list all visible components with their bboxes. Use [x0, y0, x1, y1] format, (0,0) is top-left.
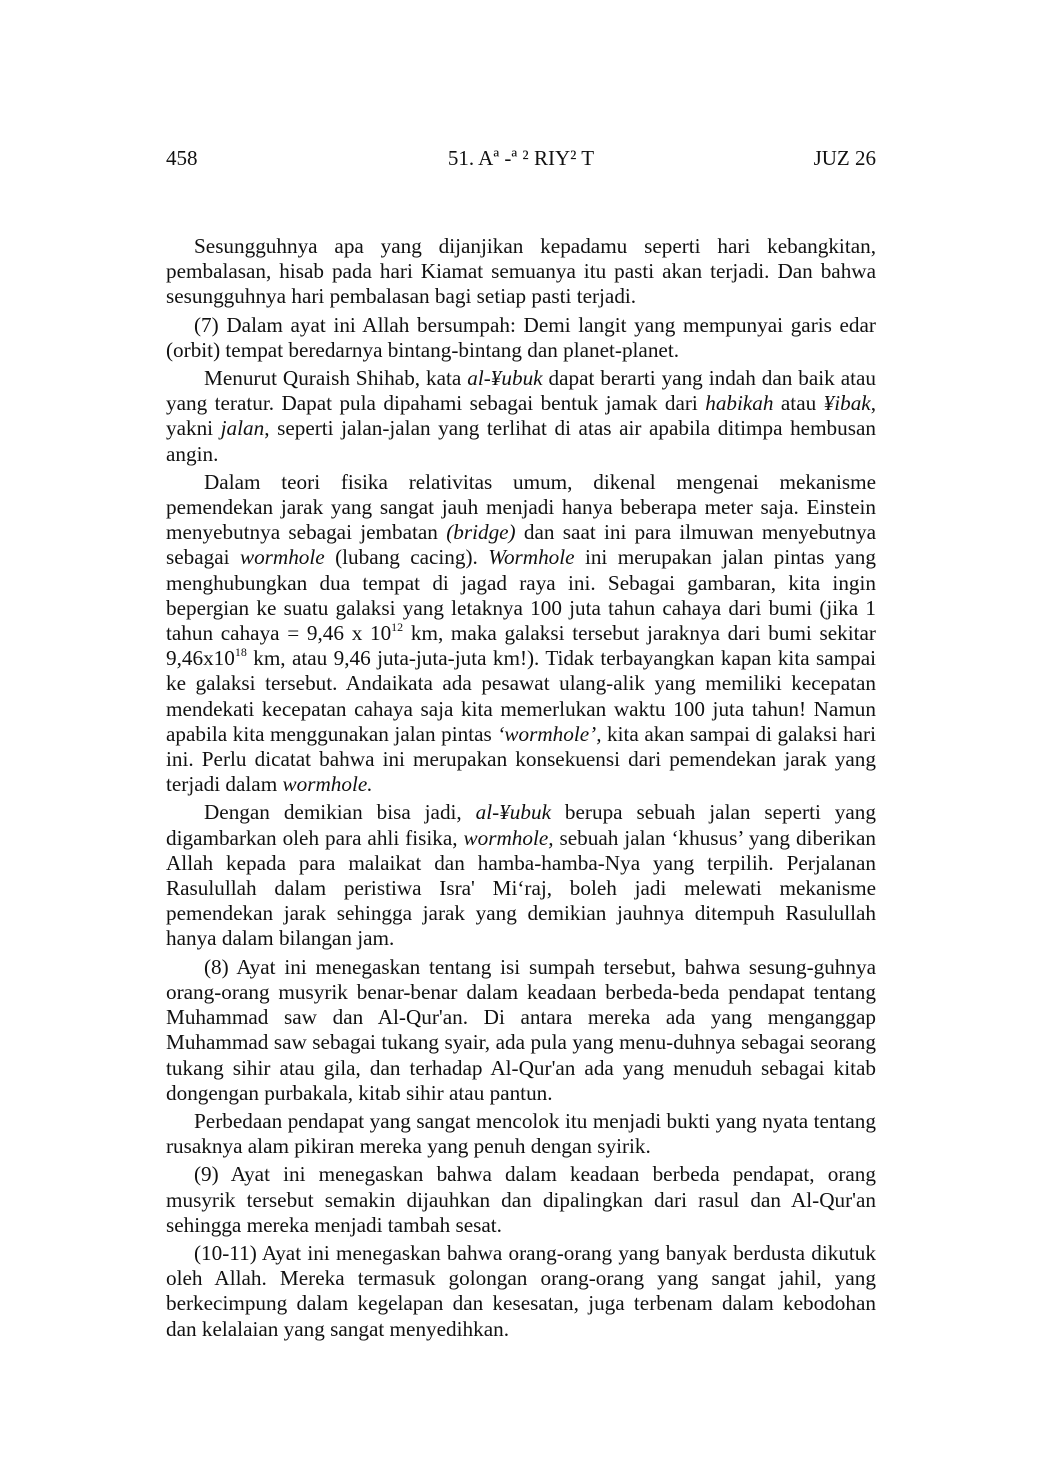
term-wormhole: wormhole	[239, 545, 325, 570]
term-hibak: ¥ibak	[823, 391, 871, 416]
exponent: 12	[391, 620, 404, 635]
page-body	[166, 234, 876, 1345]
paragraph-2: (7) Dalam ayat ini Allah bersumpah: Demi langit yang mempunyai garis edar (orbit) tempat beredarnya bintang-bintang dan planet-planet.	[166, 312, 876, 362]
paragraph-7: Perbedaan pendapat yang sangat mencolok itu menjadi bukti yang nyata tentang rusaknya alam pikiran mereka yang penuh dengan syirik.	[166, 1108, 876, 1159]
paragraph-4: Dalam teori fisika relativitas umum, dikenal mengenai mekanisme pemendekan jarak yang sangat jauh menjadi hanya beberapa meter saja. Einstein menyebutnya sebagai jembatan (bridge) dan saat ini para ilmuwan menyebutnya sebagai wormhole (lubang cacing). Wormhole ini merupakan jalan pintas yang menghubungkan dua tempat di jagad raya ini. Sebagai gambaran, kita ingin bepergian ke suatu galaksi yang letaknya 100 juta tahun cahaya dari bumi (jika 1 tahun cahaya = 9,46 x $10^{12}$ km, maka galaksi tersebut jaraknya dari bumi sekitar $9,46x10^{18}$ km, atau 9,46 juta-juta-juta km!). Tidak terbayangkan kapan kita sampai ke galaksi tersebut. Andaikata ada pesawat ulang-alik yang memiliki kecepatan mendekati kecepatan cahaya saja kita memerlukan waktu 100 juta tahun! Namun apabila kita menggunakan jalan pintas ‘wormhole’, kita akan sampai di galaksi hari ini. Perlu dicatat bahwa ini merupakan konsekuensi dari pemendekan jarak yang terjadi dalam wormhole.	[166, 469, 877, 797]
term-bridge: (bridge)	[446, 520, 516, 545]
term-al-hubuk: al-¥ubuk	[467, 366, 543, 391]
term-al-hubuk: al-¥ubuk	[475, 800, 551, 825]
term-wormhole: wormhole.	[282, 772, 373, 797]
paragraph-6: (8) Ayat ini menegaskan tentang isi sumpah tersebut, bahwa sesung-guhnya orang-orang musyrik benar-benar dalam keadaan berbeda-beda pendapat tentang Muhammad saw dan Al-Qur'an. Di antara mereka ada yang menganggap Muhammad saw sebagai tukang syair, ada pula yang menu-duhnya sebagai seorang tukang sihir atau gila, dan terhadap Al-Qur'an ada yang menuduh sebagai kitab dongengan purbakala, kitab sihir atau pantun.	[166, 954, 876, 1105]
term-jalan: jalan	[220, 416, 265, 441]
term-wormhole: Wormhole	[488, 545, 575, 570]
term-habikah: habikah	[705, 391, 774, 416]
page-header	[166, 146, 876, 174]
page-number: 458	[166, 146, 198, 170]
surah-title: 51. Aª -ª ² RIY² T	[447, 146, 595, 170]
paragraph-3: Menurut Quraish Shihab, kata al-¥ubuk dapat berarti yang indah dan baik atau yang teratur. Dapat pula dipahami sebagai bentuk jamak dari habikah atau ¥ibak, yakni jalan, seperti jalan-jalan yang terlihat di atas air apabila ditimpa hembusan angin.	[166, 366, 876, 466]
exponent: 18	[234, 645, 247, 660]
term-wormhole: wormhole,	[463, 825, 554, 850]
paragraph-8: (9) Ayat ini menegaskan bahwa dalam keadaan berbeda pendapat, orang musyrik tersebut semakin dijauhkan dan dipalingkan dari rasul dan Al-Qur'an sehingga mereka menjadi tambah sesat.	[166, 1162, 876, 1237]
term-wormhole: ‘wormhole’,	[497, 721, 602, 746]
paragraph-9: (10-11) Ayat ini menegaskan bahwa orang-orang yang banyak berdusta dikutuk oleh Allah. Mereka termasuk golongan orang-orang yang sangat jahil, yang berkecimpung dalam kegelapan dan kesesatan, juga terbenam dalam kebodohan dan kelalaian yang sangat menyedihkan.	[166, 1240, 876, 1341]
paragraph-1: Sesungguhnya apa yang dijanjikan kepadamu seperti hari kebangkitan, pembalasan, hisab pada hari Kiamat semuanya itu pasti akan terjadi. Dan bahwa sesungguhnya hari pembalasan bagi setiap pasti terjadi.	[166, 234, 876, 309]
juz-label: JUZ 26	[813, 146, 876, 170]
paragraph-5: Dengan demikian bisa jadi, al-¥ubuk berupa sebuah jalan seperti yang digambarkan oleh para ahli fisika, wormhole, sebuah jalan ‘khusus’ yang diberikan Allah kepada para malaikat dan hamba-hamba-Nya yang terpilih. Perjalanan Rasulullah dalam peristiwa Isra' Mi‘raj, boleh jadi melewati mekanisme pemendekan jarak sehingga jarak yang demikian jauhnya ditempuh Rasulullah hanya dalam bilangan jam.	[166, 800, 876, 951]
